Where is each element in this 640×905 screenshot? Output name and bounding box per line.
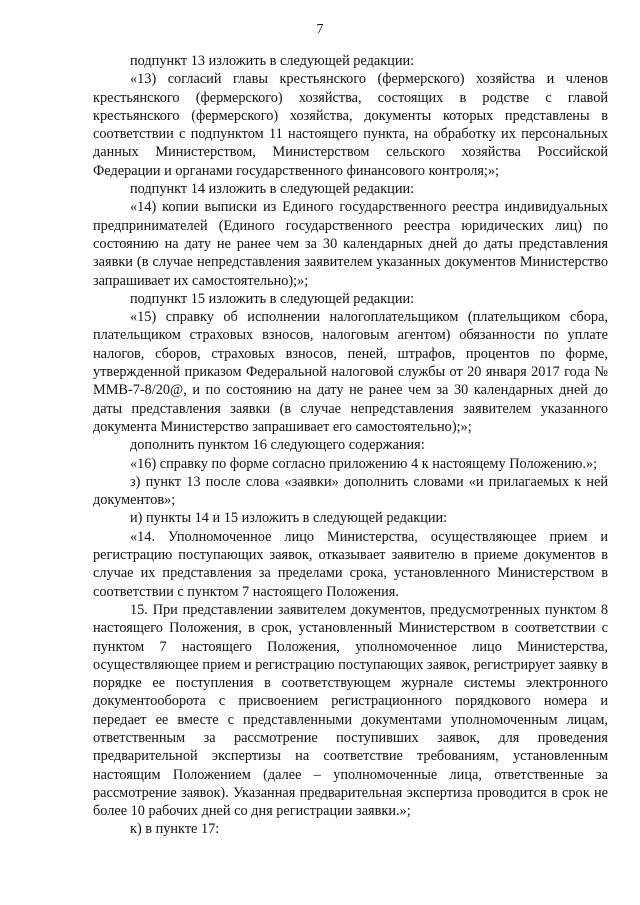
page-number: 7 [316, 22, 324, 37]
paragraph: «14. Уполномоченное лицо Министерства, осуществляющее прием и регистрацию поступающих заявок, отказывает заявителю в приеме документов в случае их представления за пределами срока, установленного Министерством в соответствии с пунктом 7 настоящего Положения. [93, 528, 608, 600]
paragraph: подпункт 14 изложить в следующей редакции: [130, 181, 415, 198]
paragraph: подпункт 13 изложить в следующей редакции: [130, 53, 415, 69]
paragraph: з) пункт 13 после слова «заявки» дополнить словами «и прилагаемых к ней документов»; [93, 473, 608, 509]
paragraph: 15. При представлении заявителем документов, предусмотренных пунктом 8 настоящего Положения, в срок, установленный Министерством в соответствии с пунктом 7 настоящего Положения, уполномоченное лицо Министерства, осуществляющее прием и регистрацию поступающих заявок, регистрирует заявку в порядке ее поступления в соответствующем журнале системы электронного документооборота с присвоением регистрационного порядкового номера и передает ее вместе с представленными документами уполномоченным лицам, ответственным за рассмотрение поступивших заявок, для проведения предварительной экспертизы на соответствие требованиям, установленным настоящим Положением (далее – уполномоченные лица, ответственные за рассмотрение заявок). Указанная предварительная экспертиза проводится в срок не более 10 рабочих дней со дня регистрации заявки.»; [93, 601, 608, 820]
document-body [93, 52, 608, 839]
paragraph: «16) справку по форме согласно приложению 4 к настоящему Положению.»; [130, 455, 598, 472]
paragraph: «14) копии выписки из Единого государственного реестра индивидуальных предпринимателей (Единого государственного реестра юридических лиц) по состоянию на дату не ранее чем за 30 календарных дней до даты представления заявки (в случае непредставления заявителем указанных документов Министерство запрашивает их самостоятельно);»; [93, 199, 608, 289]
paragraph: «15) справку об исполнении налогоплательщиком (плательщиком сбора, плательщиком страховых взносов, налоговым агентом) обязанности по уплате налогов, сборов, страховых взносов, пеней, штрафов, процентов по форме, утвержденной приказом Федеральной налоговой службы от 20 января 2017 года № ММВ-7-8/20@, и по состоянию на дату не ранее чем за 30 календарных дней до даты представления заявки (в случае непредставления заявителем указанного документа Министерство запрашивает его самостоятельно);»; [93, 309, 608, 435]
paragraph: и) пункты 14 и 15 изложить в следующей редакции: [130, 510, 448, 527]
paragraph: дополнить пунктом 16 следующего содержания: [130, 437, 425, 454]
paragraph: к) в пункте 17: [130, 821, 220, 838]
paragraph: «13) согласий главы крестьянского (фермерского) хозяйства и членов крестьянского (фермерского) хозяйства, состоящих в родстве с главой крестьянского (фермерского) хозяйства, документы которых представлены в соответствии с подпунктом 11 настоящего пункта, на обработку их персональных данных Министерством, Министерством сельского хозяйства Российской Федерации и органами государственного финансового контроля;»; [93, 71, 608, 179]
paragraph: подпункт 15 изложить в следующей редакции: [130, 290, 415, 307]
